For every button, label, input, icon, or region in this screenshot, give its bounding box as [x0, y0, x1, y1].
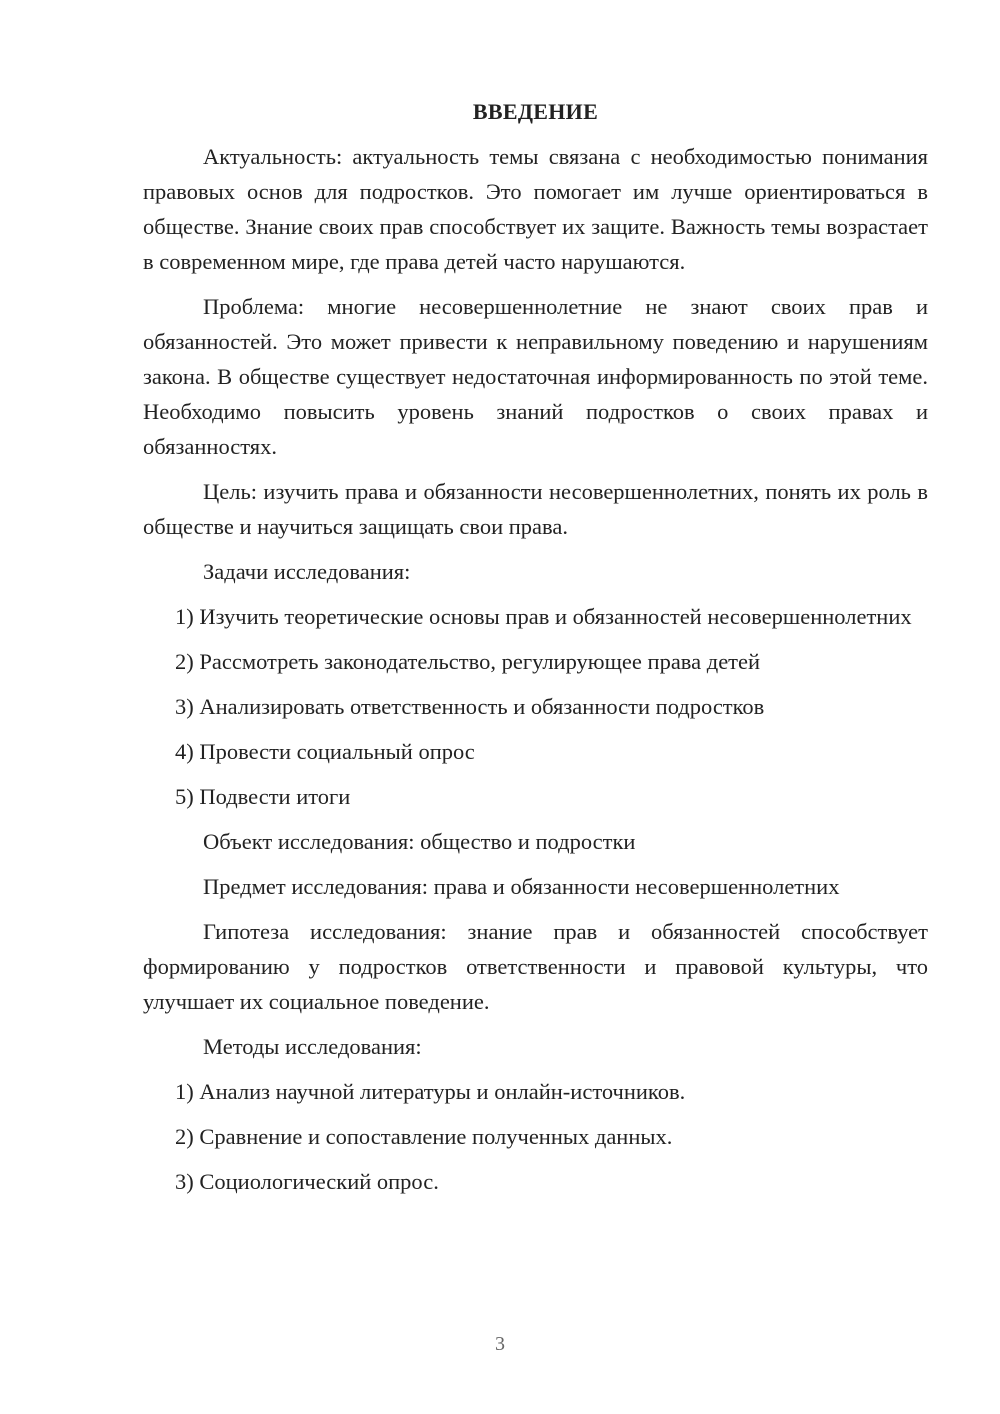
task-item-1: 1) Изучить теоретические основы прав и обязанностей несовершеннолетних: [175, 604, 912, 629]
goal-paragraph: Цель: изучить права и обязанности несовершеннолетних, понять их роль в обществе и научиться защищать свои права.: [143, 479, 928, 539]
task-item-4: 4) Провести социальный опрос: [175, 739, 475, 764]
page-number: 3: [495, 1333, 505, 1355]
method-item-3: 3) Социологический опрос.: [175, 1169, 439, 1194]
object-paragraph: Объект исследования: общество и подростки: [203, 829, 636, 854]
tasks-heading: Задачи исследования:: [203, 559, 411, 584]
problem-paragraph: Проблема: многие несовершеннолетние не знают своих прав и обязанностей. Это может привести к неправильному поведению и нарушениям закона. В обществе существует недостаточная информированность по этой теме. Необходимо повысить уровень знаний подростков о своих правах и обязанностях.: [143, 294, 928, 459]
task-item-5: 5) Подвести итоги: [175, 784, 351, 809]
method-item-2: 2) Сравнение и сопоставление полученных данных.: [175, 1124, 673, 1149]
subject-paragraph: Предмет исследования: права и обязанности несовершеннолетних: [203, 874, 840, 899]
task-item-2: 2) Рассмотреть законодательство, регулирующее права детей: [175, 649, 761, 674]
hypothesis-paragraph: Гипотеза исследования: знание прав и обязанностей способствует формированию у подростков ответственности и правовой культуры, что улучшает их социальное поведение.: [143, 919, 928, 1014]
relevance-paragraph: Актуальность: актуальность темы связана с необходимостью понимания правовых основ для подростков. Это помогает им лучше ориентироваться в обществе. Знание своих прав способствует их защите. Важность темы возрастает в современном мире, где права детей часто нарушаются.: [143, 144, 928, 274]
document-page: [143, 94, 928, 1209]
methods-heading: Методы исследования:: [203, 1034, 422, 1059]
document-title: ВВЕДЕНИЕ: [472, 99, 599, 124]
task-item-3: 3) Анализировать ответственность и обязанности подростков: [175, 694, 765, 719]
method-item-1: 1) Анализ научной литературы и онлайн-источников.: [175, 1079, 686, 1104]
